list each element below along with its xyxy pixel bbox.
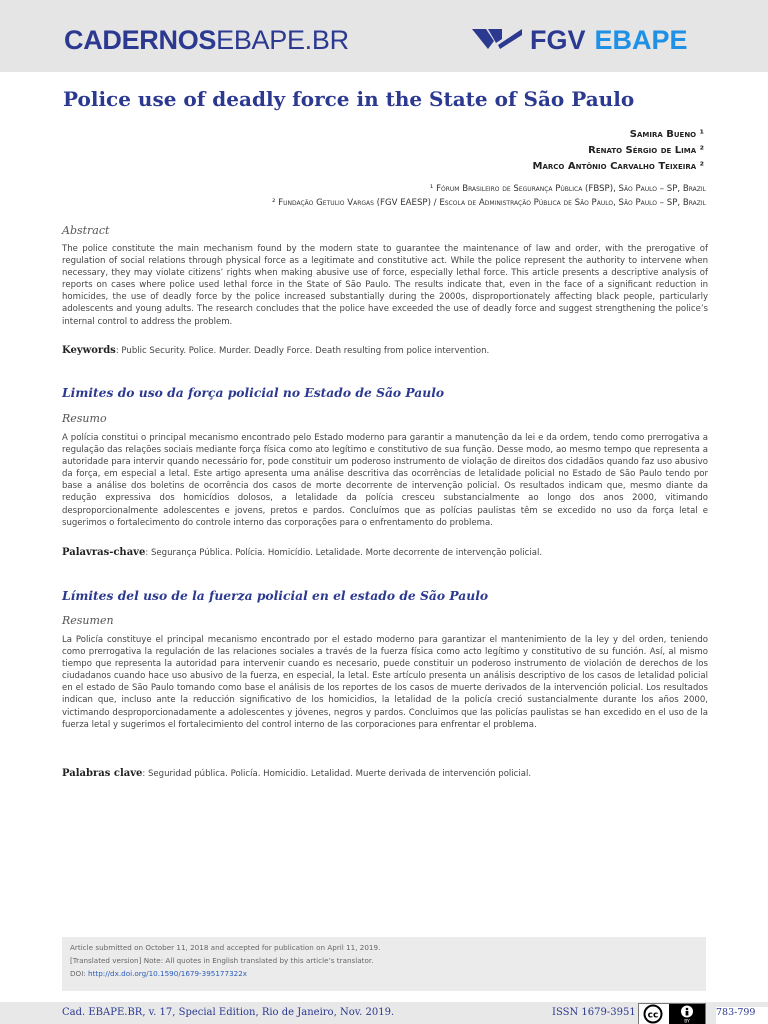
affiliation: ¹ Fórum Brasileiro de Segurança Pública (FBSP), São Paulo – SP, Brazil	[429, 184, 706, 194]
journal-logo-bold: CADERNOS	[64, 25, 217, 55]
journal-logo-light: EBAPE.BR	[216, 25, 349, 55]
journal-logo	[64, 25, 349, 56]
palavras-chave-values: : Segurança Pública. Polícia. Homicídio. Letalidade. Morte decorrente de intervenção policial.	[145, 548, 543, 558]
affiliation: ² Fundação Getulio Vargas (FGV EAESP) / Escola de Administração Pública de São Paulo, São Paulo – SP, Brazil	[271, 198, 706, 208]
palavras-chave-line	[62, 547, 708, 558]
abstract-heading: Abstract	[62, 224, 110, 237]
author-name: Marco Antônio Carvalho Teixeira ²	[532, 161, 704, 172]
palabras-clave-line	[62, 768, 708, 779]
palabras-clave-label: Palabras clave	[62, 768, 143, 779]
fgv-ebape-logo	[472, 25, 688, 55]
svg-text:cc: cc	[647, 1010, 659, 1021]
article-title: Police use of deadly force in the State of São Paulo	[63, 87, 635, 111]
resumen-heading: Resumen	[62, 614, 114, 627]
keywords-values: : Public Security. Police. Murder. Deadly Force. Death resulting from police intervention.	[115, 346, 490, 356]
fgv-chevron-icon	[472, 29, 524, 51]
palabras-clave-values: : Seguridad pública. Policía. Homicidio. Letalidad. Muerte derivada de intervención policial.	[142, 769, 532, 779]
journal-header	[0, 0, 768, 72]
author-name: Samira Bueno ¹	[629, 129, 704, 140]
doi-line	[70, 967, 698, 980]
portuguese-title: Limites do uso da força policial no Estado de São Paulo	[62, 385, 445, 400]
affiliation-list	[272, 182, 706, 210]
submission-date-note: Article submitted on October 11, 2018 and accepted for publication on April 11, 2019.	[70, 943, 381, 952]
keywords-line	[62, 345, 708, 356]
resumo-heading: Resumo	[62, 412, 107, 425]
issn-text: ISSN 1679-3951	[552, 1007, 636, 1018]
page-footer	[0, 1002, 768, 1024]
spanish-title: Límites del uso de la fuerza policial en el estado de São Paulo	[62, 588, 489, 603]
resumen-text: La Policía constituye el principal mecanismo encontrado por el estado moderno para garantizar el mantenimiento de la ley y del orden, teniendo como prerrogativa la regulación de las relaciones sociales a través de la fuerza física como acto legítimo y constitutivo de su función. Así, al mismo tiempo que representa la autoridad para intervenir cuando es necesario, puede constituir un poderoso instrumento de violación de derechos de los ciudadanos cuando hace uso abusivo de la fuerza, en especial, la letal. Este artículo presenta un análisis descriptivo de los casos de letalidad policial en el estado de São Paulo tomando como base el análisis de los reportes de los casos de muerte derivados de la intervención policial. Los resultados indican que, incluso ante la reducción significativo de los homicidios, la letalidad de la policía creció sustancialmente durante los años 2000, victimando desproporcionadamente a adolescentes y jóvenes, negros y pardos. Concluimos que las policías paulistas se han excedido en el uso de la fuerza letal y sugerimos el fortalecimiento del control interno de las corporaciones para enfrentar el problema.	[62, 635, 708, 730]
keywords-label: Keywords	[62, 345, 116, 356]
doi-label: DOI:	[70, 969, 89, 978]
cc-by-license-badge[interactable]	[638, 1003, 706, 1024]
citation-text: Cad. EBAPE.BR, v. 17, Special Edition, Rio de Janeiro, Nov. 2019.	[62, 1007, 395, 1018]
doi-link[interactable]: http://dx.doi.org/10.1590/1679-395177322x	[88, 969, 248, 978]
submission-notes	[62, 937, 706, 991]
palavras-chave-label: Palavras-chave	[62, 547, 146, 558]
author-name: Renato Sérgio de Lima ²	[588, 145, 704, 156]
page-range: 783-799	[716, 1007, 768, 1024]
translation-note: [Translated version] Note: All quotes in English translated by this article’s translator.	[70, 956, 374, 965]
author-list	[533, 127, 704, 175]
fgv-logo-text: FGV	[530, 24, 586, 55]
ebape-logo-text: EBAPE	[594, 24, 688, 55]
cc-by-label: BY	[684, 1019, 690, 1024]
cc-by-icon	[639, 1004, 705, 1024]
resumo-text: A polícia constitui o principal mecanismo encontrado pelo Estado moderno para garantir a manutenção da lei e da ordem, tendo como prerrogativa a regulação das relações sociais mediante força física como ato legítimo e constitutivo de sua função. Desse modo, ao mesmo tempo que representa a autoridade para intervir quando necessário for, pode constituir um poderoso instrumento de violação de direitos dos cidadãos quando faz uso abusivo da força, em especial a letal. Este artigo apresenta uma análise descritiva das ocorrências de letalidade policial no Estado de São Paulo tendo por base a análise dos boletins de ocorrência dos casos de morte decorrente de intervenção policial. Os resultados indicam que, mesmo diante da redução expressiva dos homicídios dolosos, a letalidade da polícia cresceu substancialmente ao longo dos anos 2000, vitimando desproporcionalmente adolescentes e jovens, pretos e pardos. Concluímos que as polícias paulistas têm se excedido no uso da força letal e sugerimos o fortalecimento do controle interno das corporações para o enfrentamento do problema.	[62, 433, 708, 528]
abstract-text: The police constitute the main mechanism found by the modern state to guarantee the maintenance of law and order, with the prerogative of regulation of social relations through physical force as a legitimate and constitutive act. While the police represent the authority to intervene when necessary, they may violate citizens’ rights when making abusive use of force, especially lethal force. This article presents a descriptive analysis of reports on cases where police used lethal force in the State of São Paulo. The results indicate that, even in the face of a significant reduction in homicides, the use of deadly force by the police increased substantially during the 2000s, disproportionately affecting black people, particularly adolescents and young adults. The research concludes that the police have exceeded the use of deadly force and suggest strengthening the police’s internal control to address the problem.	[62, 244, 708, 327]
